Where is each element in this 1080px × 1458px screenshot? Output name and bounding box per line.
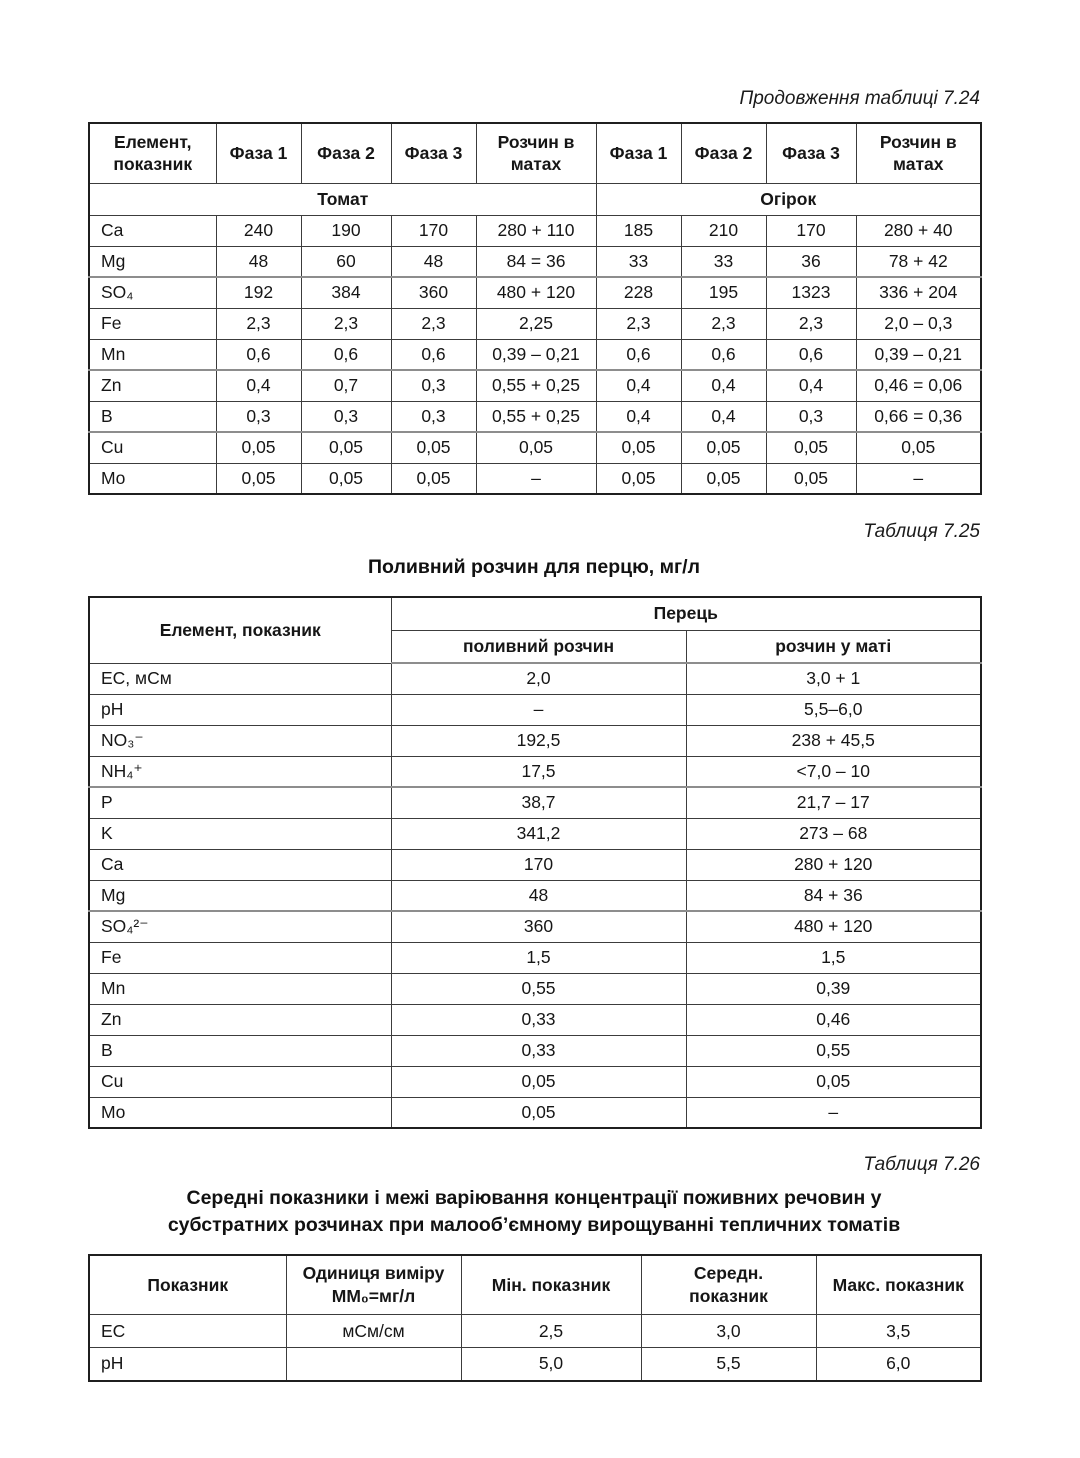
table-726-title-line-2: субстратних розчинах при малооб’ємному вирощуванні тепличних томатів: [167, 1214, 901, 1236]
header-phase-1: Фаза 1: [216, 123, 301, 183]
table-row: [89, 942, 981, 973]
value-cell: 238 + 45,5: [686, 725, 981, 756]
value-cell: 5,5–6,0: [686, 694, 981, 725]
value-cell: 48: [216, 246, 301, 277]
value-cell: 195: [681, 277, 766, 308]
value-cell: 0,46: [686, 1004, 981, 1035]
value-cell: 78 + 42: [856, 246, 981, 277]
table-row: [89, 818, 981, 849]
value-cell: 0,33: [391, 1035, 686, 1066]
value-cell: 3,5: [816, 1315, 981, 1348]
value-cell: 3,0: [641, 1315, 816, 1348]
header-phase-3: Фаза 3: [391, 123, 476, 183]
element-cell: EC: [89, 1315, 286, 1348]
value-cell: 0,05: [856, 432, 981, 463]
value-cell: 0,6: [391, 339, 476, 370]
table-724-continuation-caption: Продовження таблиці 7.24: [739, 88, 980, 109]
element-cell: Mg: [89, 246, 216, 277]
element-cell: Zn: [89, 1004, 391, 1035]
value-cell: 0,05: [686, 1066, 981, 1097]
value-cell: 2,3: [391, 308, 476, 339]
value-cell: 0,3: [391, 401, 476, 432]
value-cell: 0,66 = 0,36: [856, 401, 981, 432]
value-cell: 21,7 – 17: [686, 787, 981, 818]
value-cell: 0,3: [391, 370, 476, 401]
table-725: [88, 596, 982, 1129]
header-mats: Розчин в матах: [856, 123, 981, 183]
table-row: [89, 1348, 981, 1381]
header-indicator: Показник: [89, 1255, 286, 1315]
group-cucumber: Огірок: [596, 183, 981, 215]
header-phase-1: Фаза 1: [596, 123, 681, 183]
header-element: Елемент, показник: [89, 597, 391, 663]
table-row: [89, 756, 981, 787]
table-725-header-row-1: [89, 597, 981, 630]
value-cell: 170: [391, 215, 476, 246]
table-726-caption: Таблиця 7.26: [863, 1154, 980, 1175]
header-phase-2: Фаза 2: [301, 123, 391, 183]
table-row: [89, 849, 981, 880]
value-cell: 341,2: [391, 818, 686, 849]
value-cell: 0,4: [216, 370, 301, 401]
value-cell: –: [391, 694, 686, 725]
element-cell: P: [89, 787, 391, 818]
value-cell: 192: [216, 277, 301, 308]
value-cell: 0,6: [681, 339, 766, 370]
value-cell: 0,4: [596, 370, 681, 401]
value-cell: 0,55: [686, 1035, 981, 1066]
value-cell: 0,4: [681, 401, 766, 432]
header-min: Мін. показник: [461, 1255, 641, 1315]
value-cell: 0,46 = 0,06: [856, 370, 981, 401]
value-cell: 2,25: [476, 308, 596, 339]
element-cell: Mo: [89, 463, 216, 494]
value-cell: 0,55 + 0,25: [476, 401, 596, 432]
header-element: Елемент, показник: [89, 123, 216, 183]
value-cell: [286, 1348, 461, 1381]
element-cell: pH: [89, 694, 391, 725]
element-cell: SO₄²⁻: [89, 911, 391, 942]
value-cell: 0,4: [766, 370, 856, 401]
table-row: [89, 1035, 981, 1066]
header-mat-solution: розчин у маті: [686, 630, 981, 663]
value-cell: 170: [766, 215, 856, 246]
value-cell: 228: [596, 277, 681, 308]
table-row: [89, 339, 981, 370]
value-cell: 36: [766, 246, 856, 277]
value-cell: 0,7: [301, 370, 391, 401]
table-row: [89, 432, 981, 463]
value-cell: 2,3: [301, 308, 391, 339]
value-cell: 360: [391, 911, 686, 942]
value-cell: 0,05: [596, 432, 681, 463]
table-row: [89, 401, 981, 432]
table-row: [89, 308, 981, 339]
value-cell: 280 + 120: [686, 849, 981, 880]
table-725-caption: Таблиця 7.25: [863, 521, 980, 542]
table-row: [89, 463, 981, 494]
value-cell: 84 + 36: [686, 880, 981, 911]
value-cell: 2,3: [596, 308, 681, 339]
value-cell: 2,0 – 0,3: [856, 308, 981, 339]
value-cell: 480 + 120: [476, 277, 596, 308]
element-cell: Ca: [89, 215, 216, 246]
value-cell: 0,6: [216, 339, 301, 370]
value-cell: 185: [596, 215, 681, 246]
table-row: [89, 725, 981, 756]
value-cell: 0,05: [301, 463, 391, 494]
value-cell: 190: [301, 215, 391, 246]
table-row: [89, 911, 981, 942]
value-cell: 6,0: [816, 1348, 981, 1381]
value-cell: 1323: [766, 277, 856, 308]
element-cell: Mg: [89, 880, 391, 911]
table-724-group-row: [89, 183, 981, 215]
table-726-title: [88, 1185, 980, 1239]
value-cell: 336 + 204: [856, 277, 981, 308]
value-cell: 192,5: [391, 725, 686, 756]
value-cell: 0,05: [391, 1066, 686, 1097]
element-cell: Mn: [89, 973, 391, 1004]
value-cell: 1,5: [686, 942, 981, 973]
header-unit: Одиниця виміру ММ₀=мг/л: [286, 1255, 461, 1315]
table-row: [89, 787, 981, 818]
value-cell: 0,05: [476, 432, 596, 463]
value-cell: 38,7: [391, 787, 686, 818]
element-cell: Cu: [89, 432, 216, 463]
value-cell: 480 + 120: [686, 911, 981, 942]
element-cell: NH₄⁺: [89, 756, 391, 787]
value-cell: <7,0 – 10: [686, 756, 981, 787]
header-irrigation-solution: поливний розчин: [391, 630, 686, 663]
header-max: Макс. показник: [816, 1255, 981, 1315]
element-cell: K: [89, 818, 391, 849]
table-row: [89, 246, 981, 277]
header-phase-3: Фаза 3: [766, 123, 856, 183]
value-cell: 0,05: [216, 432, 301, 463]
value-cell: 0,05: [681, 432, 766, 463]
table-724-header-row: [89, 123, 981, 183]
value-cell: 2,3: [216, 308, 301, 339]
element-cell: Zn: [89, 370, 216, 401]
value-cell: 0,05: [391, 463, 476, 494]
table-row: [89, 1097, 981, 1128]
value-cell: 0,6: [596, 339, 681, 370]
value-cell: 0,3: [216, 401, 301, 432]
header-pepper-group: Перець: [391, 597, 981, 630]
value-cell: 0,39 – 0,21: [476, 339, 596, 370]
value-cell: 2,0: [391, 663, 686, 694]
table-726-header-row: [89, 1255, 981, 1315]
value-cell: 3,0 + 1: [686, 663, 981, 694]
value-cell: 240: [216, 215, 301, 246]
table-row: [89, 1066, 981, 1097]
table-726-title-line-1: Середні показники і межі варіювання концентрації поживних речовин у: [186, 1187, 882, 1209]
table-724: [88, 122, 982, 495]
value-cell: 60: [301, 246, 391, 277]
value-cell: 360: [391, 277, 476, 308]
element-cell: EC, мСм: [89, 663, 391, 694]
element-cell: Mn: [89, 339, 216, 370]
value-cell: 0,6: [301, 339, 391, 370]
table-row: [89, 215, 981, 246]
table-row: [89, 370, 981, 401]
value-cell: 2,5: [461, 1315, 641, 1348]
value-cell: 0,05: [301, 432, 391, 463]
value-cell: 0,4: [681, 370, 766, 401]
table-row: [89, 663, 981, 694]
value-cell: 0,39 – 0,21: [856, 339, 981, 370]
value-cell: 33: [681, 246, 766, 277]
value-cell: 84 = 36: [476, 246, 596, 277]
value-cell: 280 + 40: [856, 215, 981, 246]
value-cell: мСм/см: [286, 1315, 461, 1348]
value-cell: 0,05: [596, 463, 681, 494]
value-cell: 0,05: [681, 463, 766, 494]
header-phase-2: Фаза 2: [681, 123, 766, 183]
element-cell: SO₄: [89, 277, 216, 308]
table-row: [89, 277, 981, 308]
value-cell: 0,4: [596, 401, 681, 432]
value-cell: 0,05: [391, 432, 476, 463]
value-cell: –: [476, 463, 596, 494]
element-cell: Cu: [89, 1066, 391, 1097]
value-cell: 48: [391, 880, 686, 911]
table-row: [89, 694, 981, 725]
value-cell: 0,05: [216, 463, 301, 494]
value-cell: 0,05: [391, 1097, 686, 1128]
value-cell: 1,5: [391, 942, 686, 973]
table-725-title: Поливний розчин для перцю, мг/л: [368, 556, 700, 578]
value-cell: 384: [301, 277, 391, 308]
element-cell: pH: [89, 1348, 286, 1381]
value-cell: 17,5: [391, 756, 686, 787]
value-cell: 273 – 68: [686, 818, 981, 849]
table-726: [88, 1254, 982, 1382]
element-cell: Ca: [89, 849, 391, 880]
value-cell: 210: [681, 215, 766, 246]
group-tomato: Томат: [89, 183, 596, 215]
value-cell: 0,6: [766, 339, 856, 370]
value-cell: 0,3: [766, 401, 856, 432]
value-cell: –: [856, 463, 981, 494]
value-cell: 5,0: [461, 1348, 641, 1381]
table-row: [89, 880, 981, 911]
value-cell: 0,33: [391, 1004, 686, 1035]
element-cell: Fe: [89, 942, 391, 973]
header-avg: Середн. показник: [641, 1255, 816, 1315]
table-row: [89, 1004, 981, 1035]
value-cell: 2,3: [681, 308, 766, 339]
value-cell: 0,05: [766, 432, 856, 463]
value-cell: 0,39: [686, 973, 981, 1004]
table-row: [89, 973, 981, 1004]
element-cell: Fe: [89, 308, 216, 339]
element-cell: B: [89, 1035, 391, 1066]
value-cell: 48: [391, 246, 476, 277]
element-cell: B: [89, 401, 216, 432]
value-cell: 0,05: [766, 463, 856, 494]
header-mats: Розчин в матах: [476, 123, 596, 183]
table-row: [89, 1315, 981, 1348]
value-cell: 0,55: [391, 973, 686, 1004]
value-cell: 0,55 + 0,25: [476, 370, 596, 401]
value-cell: 0,3: [301, 401, 391, 432]
element-cell: NO₃⁻: [89, 725, 391, 756]
value-cell: –: [686, 1097, 981, 1128]
value-cell: 5,5: [641, 1348, 816, 1381]
value-cell: 170: [391, 849, 686, 880]
value-cell: 33: [596, 246, 681, 277]
value-cell: 2,3: [766, 308, 856, 339]
value-cell: 280 + 110: [476, 215, 596, 246]
element-cell: Mo: [89, 1097, 391, 1128]
